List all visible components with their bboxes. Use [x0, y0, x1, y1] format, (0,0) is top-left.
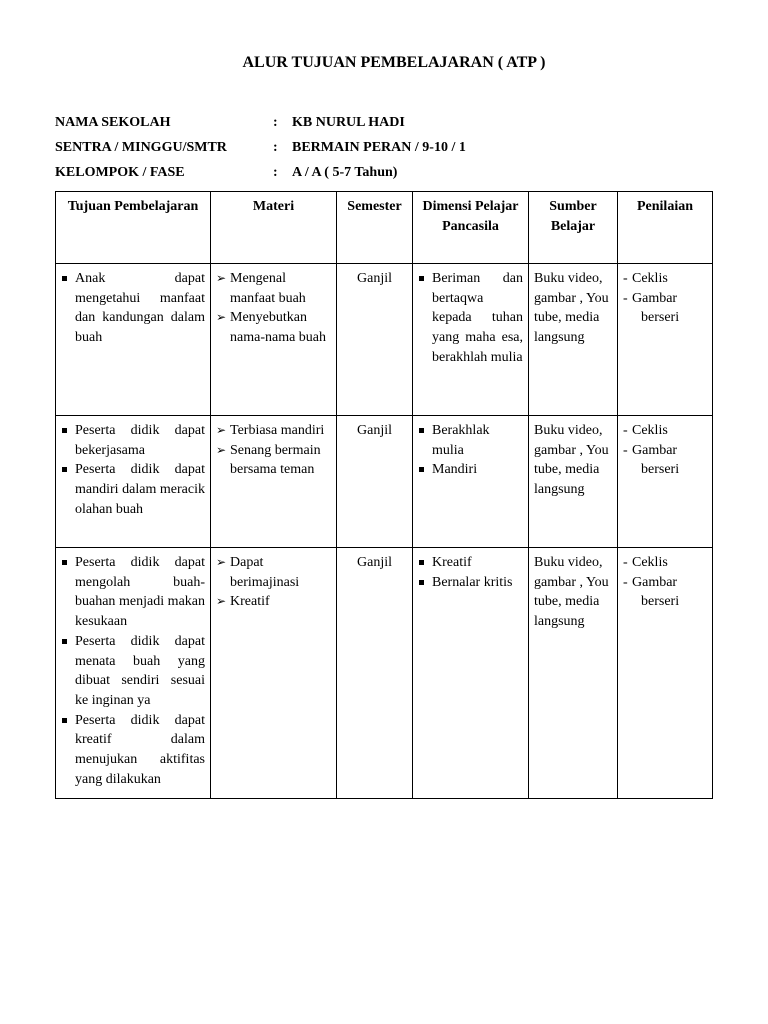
cell-sumber: Buku video, gambar , You tube, media langsung [529, 416, 618, 548]
info-value: BERMAIN PERAN / 9-10 / 1 [292, 140, 466, 155]
cell-semester: Ganjil [337, 264, 413, 416]
header-semester: Semester [337, 192, 413, 264]
header-dimensi: Dimensi Pelajar Pancasila [413, 192, 529, 264]
list-item: Peserta didik dapat menata buah yang dibuat sendiri sesuai ke inginan ya [61, 632, 205, 711]
info-row-sentra [55, 138, 466, 163]
header-materi: Materi [211, 192, 337, 264]
cell-sumber: Buku video, gambar , You tube, media langsung [529, 264, 618, 416]
list-item: ➢ Terbiasa mandiri [216, 421, 331, 441]
list-item: Peserta didik dapat mandiri dalam meracik olahan buah [61, 460, 205, 519]
cell-penilaian [618, 416, 713, 548]
cell-dimensi [413, 548, 529, 799]
list-item: - Ceklis [623, 423, 668, 438]
cell-penilaian [618, 264, 713, 416]
list-item: - Gambar berseri [623, 574, 680, 610]
header-tujuan: Tujuan Pembelajaran [56, 192, 211, 264]
list-item: - Ceklis [623, 271, 668, 286]
cell-tujuan [56, 548, 211, 799]
info-label: NAMA SEKOLAH [55, 115, 171, 130]
list-item: Beriman dan bertaqwa kepada tuhan yang maha esa, berakhlah mulia [418, 269, 523, 368]
table-row [56, 416, 713, 548]
info-value: A / A ( 5-7 Tahun) [292, 165, 398, 180]
list-item: - Ceklis [623, 555, 668, 570]
info-label: SENTRA / MINGGU/SMTR [55, 140, 227, 155]
list-item: Bernalar kritis [418, 573, 523, 593]
list-item: Anak dapat mengetahui manfaat dan kandungan dalam buah [61, 269, 205, 348]
table-row [56, 264, 713, 416]
info-colon: : [273, 140, 278, 155]
list-item: ➢ Dapat berimajinasi [216, 555, 300, 590]
cell-materi [211, 416, 337, 548]
info-row-kelompok [55, 163, 466, 188]
arrow-bullet-icon: ➢ [216, 423, 227, 437]
info-label: KELOMPOK / FASE [55, 165, 185, 180]
list-item: ➢ Kreatif [216, 592, 331, 612]
arrow-bullet-icon: ➢ [216, 310, 227, 325]
table-header-row [56, 192, 713, 264]
list-item: Peserta didik dapat kreatif dalam menujukan aktifitas yang dilakukan [61, 711, 205, 790]
info-row-school [55, 113, 466, 138]
list-item: - Gambar berseri [623, 290, 680, 326]
school-info [55, 113, 466, 188]
cell-dimensi [413, 264, 529, 416]
info-colon: : [273, 165, 278, 180]
atp-table [55, 191, 713, 799]
list-item: ➢ Menyebutkan nama-nama buah [216, 310, 327, 346]
list-item: Berakhlak mulia [418, 421, 523, 460]
arrow-bullet-icon: ➢ [216, 442, 227, 457]
list-item: Peserta didik dapat bekerjasama [61, 421, 205, 460]
list-item: Kreatif [418, 553, 523, 573]
header-sumber: Sumber Belajar [529, 192, 618, 264]
arrow-bullet-icon: ➢ [216, 555, 227, 569]
header-penilaian: Penilaian [618, 192, 713, 264]
info-colon: : [273, 115, 278, 130]
info-value: KB NURUL HADI [292, 115, 405, 130]
list-item: Peserta didik dapat mengolah buah-buahan menjadi makan kesukaan [61, 553, 205, 632]
page-title: ALUR TUJUAN PEMBELAJARAN ( ATP ) [242, 54, 546, 71]
cell-penilaian [618, 548, 713, 799]
cell-sumber: Buku video, gambar , You tube, media langsung [529, 548, 618, 799]
cell-materi [211, 264, 337, 416]
cell-semester: Ganjil [337, 548, 413, 799]
cell-semester: Ganjil [337, 416, 413, 548]
list-item: ➢ Mengenal manfaat buah [216, 271, 306, 306]
list-item: Mandiri [418, 460, 523, 480]
cell-tujuan [56, 264, 211, 416]
cell-dimensi [413, 416, 529, 548]
list-item: ➢ Senang bermain bersama teman [216, 442, 321, 478]
cell-materi [211, 548, 337, 799]
table-row [56, 548, 713, 799]
list-item: - Gambar berseri [623, 442, 680, 478]
arrow-bullet-icon: ➢ [216, 594, 227, 609]
cell-tujuan [56, 416, 211, 548]
arrow-bullet-icon: ➢ [216, 271, 227, 285]
